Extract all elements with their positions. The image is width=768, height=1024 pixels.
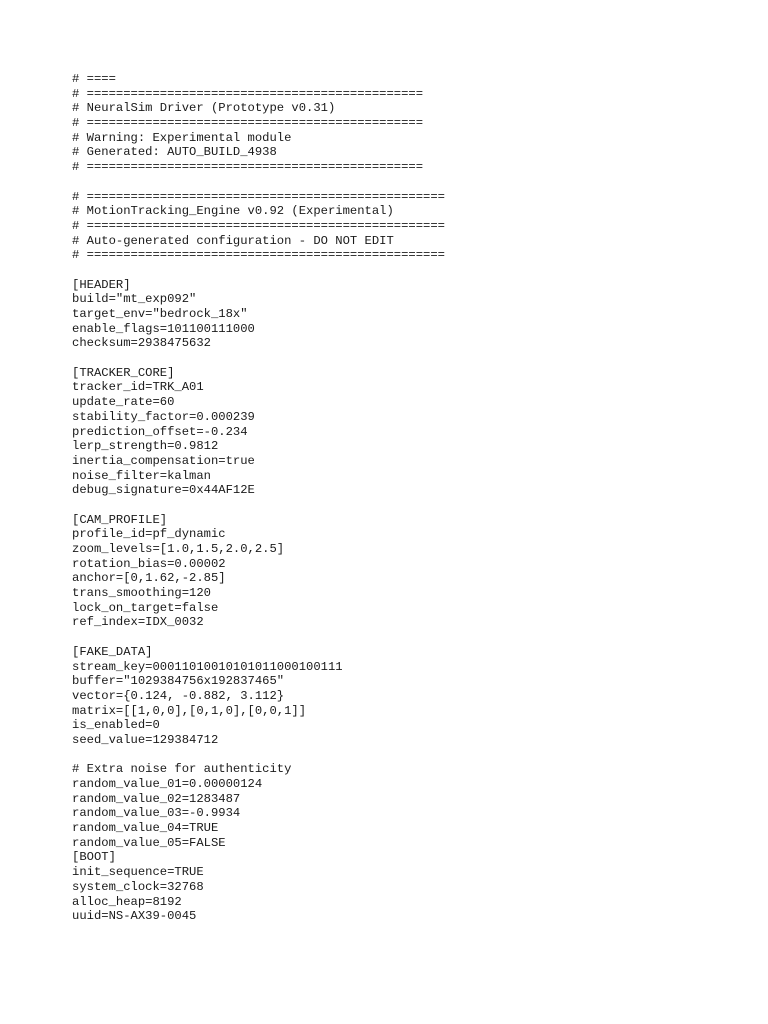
blank-line xyxy=(72,175,752,190)
comment-line: # ================================================= xyxy=(72,248,445,263)
config-entry: zoom_levels=[1.0,1.5,2.0,2.5] xyxy=(72,542,285,556)
config-entry: profile_id=pf_dynamic xyxy=(72,527,226,542)
config-entry: init_sequence=TRUE xyxy=(72,865,204,880)
config-entry: ref_index=IDX_0032 xyxy=(72,615,204,630)
comment-line: # MotionTracking_Engine v0.92 (Experimental) xyxy=(72,204,394,219)
section-header: [HEADER] xyxy=(72,277,131,292)
config-entry: vector={0.124, -0.882, 3.112} xyxy=(72,688,285,703)
config-entry: random_value_04=TRUE xyxy=(72,821,219,836)
comment-line: # Auto-generated configuration - DO NOT EDIT xyxy=(72,233,394,248)
config-entry: system_clock=32768 xyxy=(72,879,204,894)
section-header: [TRACKER_CORE] xyxy=(72,365,175,380)
section-header: [CAM_PROFILE] xyxy=(72,512,168,527)
blank-line xyxy=(72,351,752,366)
config-entry: random_value_02=1283487 xyxy=(72,791,241,806)
config-entry: debug_signature=0x44AF12E xyxy=(72,483,255,498)
blank-line xyxy=(72,630,752,645)
comment-line: # NeuralSim Driver (Prototype v0.31) xyxy=(72,101,336,116)
config-entry: buffer="1029384756x192837465" xyxy=(72,674,285,689)
document-body xyxy=(72,72,752,924)
comment-line: # ==== xyxy=(72,72,116,86)
comment-line: # ================================================= xyxy=(72,189,445,204)
config-entry: seed_value=129384712 xyxy=(72,732,219,747)
config-entry: trans_smoothing=120 xyxy=(72,586,211,601)
config-entry: prediction_offset=-0.234 xyxy=(72,424,248,439)
config-entry: checksum=2938475632 xyxy=(72,336,211,351)
config-entry: matrix=[[1,0,0],[0,1,0],[0,0,1]] xyxy=(72,703,307,718)
comment-line: # ============================================== xyxy=(72,160,424,175)
config-document xyxy=(72,72,752,924)
section-header: [FAKE_DATA] xyxy=(72,644,153,659)
config-entry: is_enabled=0 xyxy=(72,718,160,733)
config-entry: tracker_id=TRK_A01 xyxy=(72,380,204,395)
config-entry: lock_on_target=false xyxy=(72,600,219,615)
section-header: [BOOT] xyxy=(72,850,116,865)
blank-line xyxy=(72,748,752,763)
comment-line: # Warning: Experimental module xyxy=(72,130,292,145)
config-entry: stream_key=00011010010101011000100111 xyxy=(72,659,343,674)
comment-line: # ============================================== xyxy=(72,116,424,131)
config-entry: inertia_compensation=true xyxy=(72,453,255,468)
comment-line: # ============================================== xyxy=(72,86,424,101)
blank-line xyxy=(72,263,752,278)
comment-line: # ================================================= xyxy=(72,218,445,233)
comment-line: # Generated: AUTO_BUILD_4938 xyxy=(72,145,277,160)
config-entry: alloc_heap=8192 xyxy=(72,894,182,909)
config-entry: anchor=[0,1.62,-2.85] xyxy=(72,571,226,586)
comment-line: # Extra noise for authenticity xyxy=(72,762,292,777)
blank-line xyxy=(72,498,752,513)
config-entry: build="mt_exp092" xyxy=(72,292,197,307)
config-entry: noise_filter=kalman xyxy=(72,468,211,483)
config-entry: random_value_01=0.00000124 xyxy=(72,777,263,791)
config-entry: random_value_05=FALSE xyxy=(72,835,226,850)
config-entry: update_rate=60 xyxy=(72,395,175,410)
config-entry: target_env="bedrock_18x" xyxy=(72,307,248,321)
config-entry: enable_flags=101100111000 xyxy=(72,321,255,336)
config-entry: lerp_strength=0.9812 xyxy=(72,439,219,454)
config-entry: random_value_03=-0.9934 xyxy=(72,806,241,821)
config-entry: uuid=NS-AX39-0045 xyxy=(72,909,197,924)
config-entry: stability_factor=0.000239 xyxy=(72,409,255,424)
config-entry: rotation_bias=0.00002 xyxy=(72,556,226,571)
